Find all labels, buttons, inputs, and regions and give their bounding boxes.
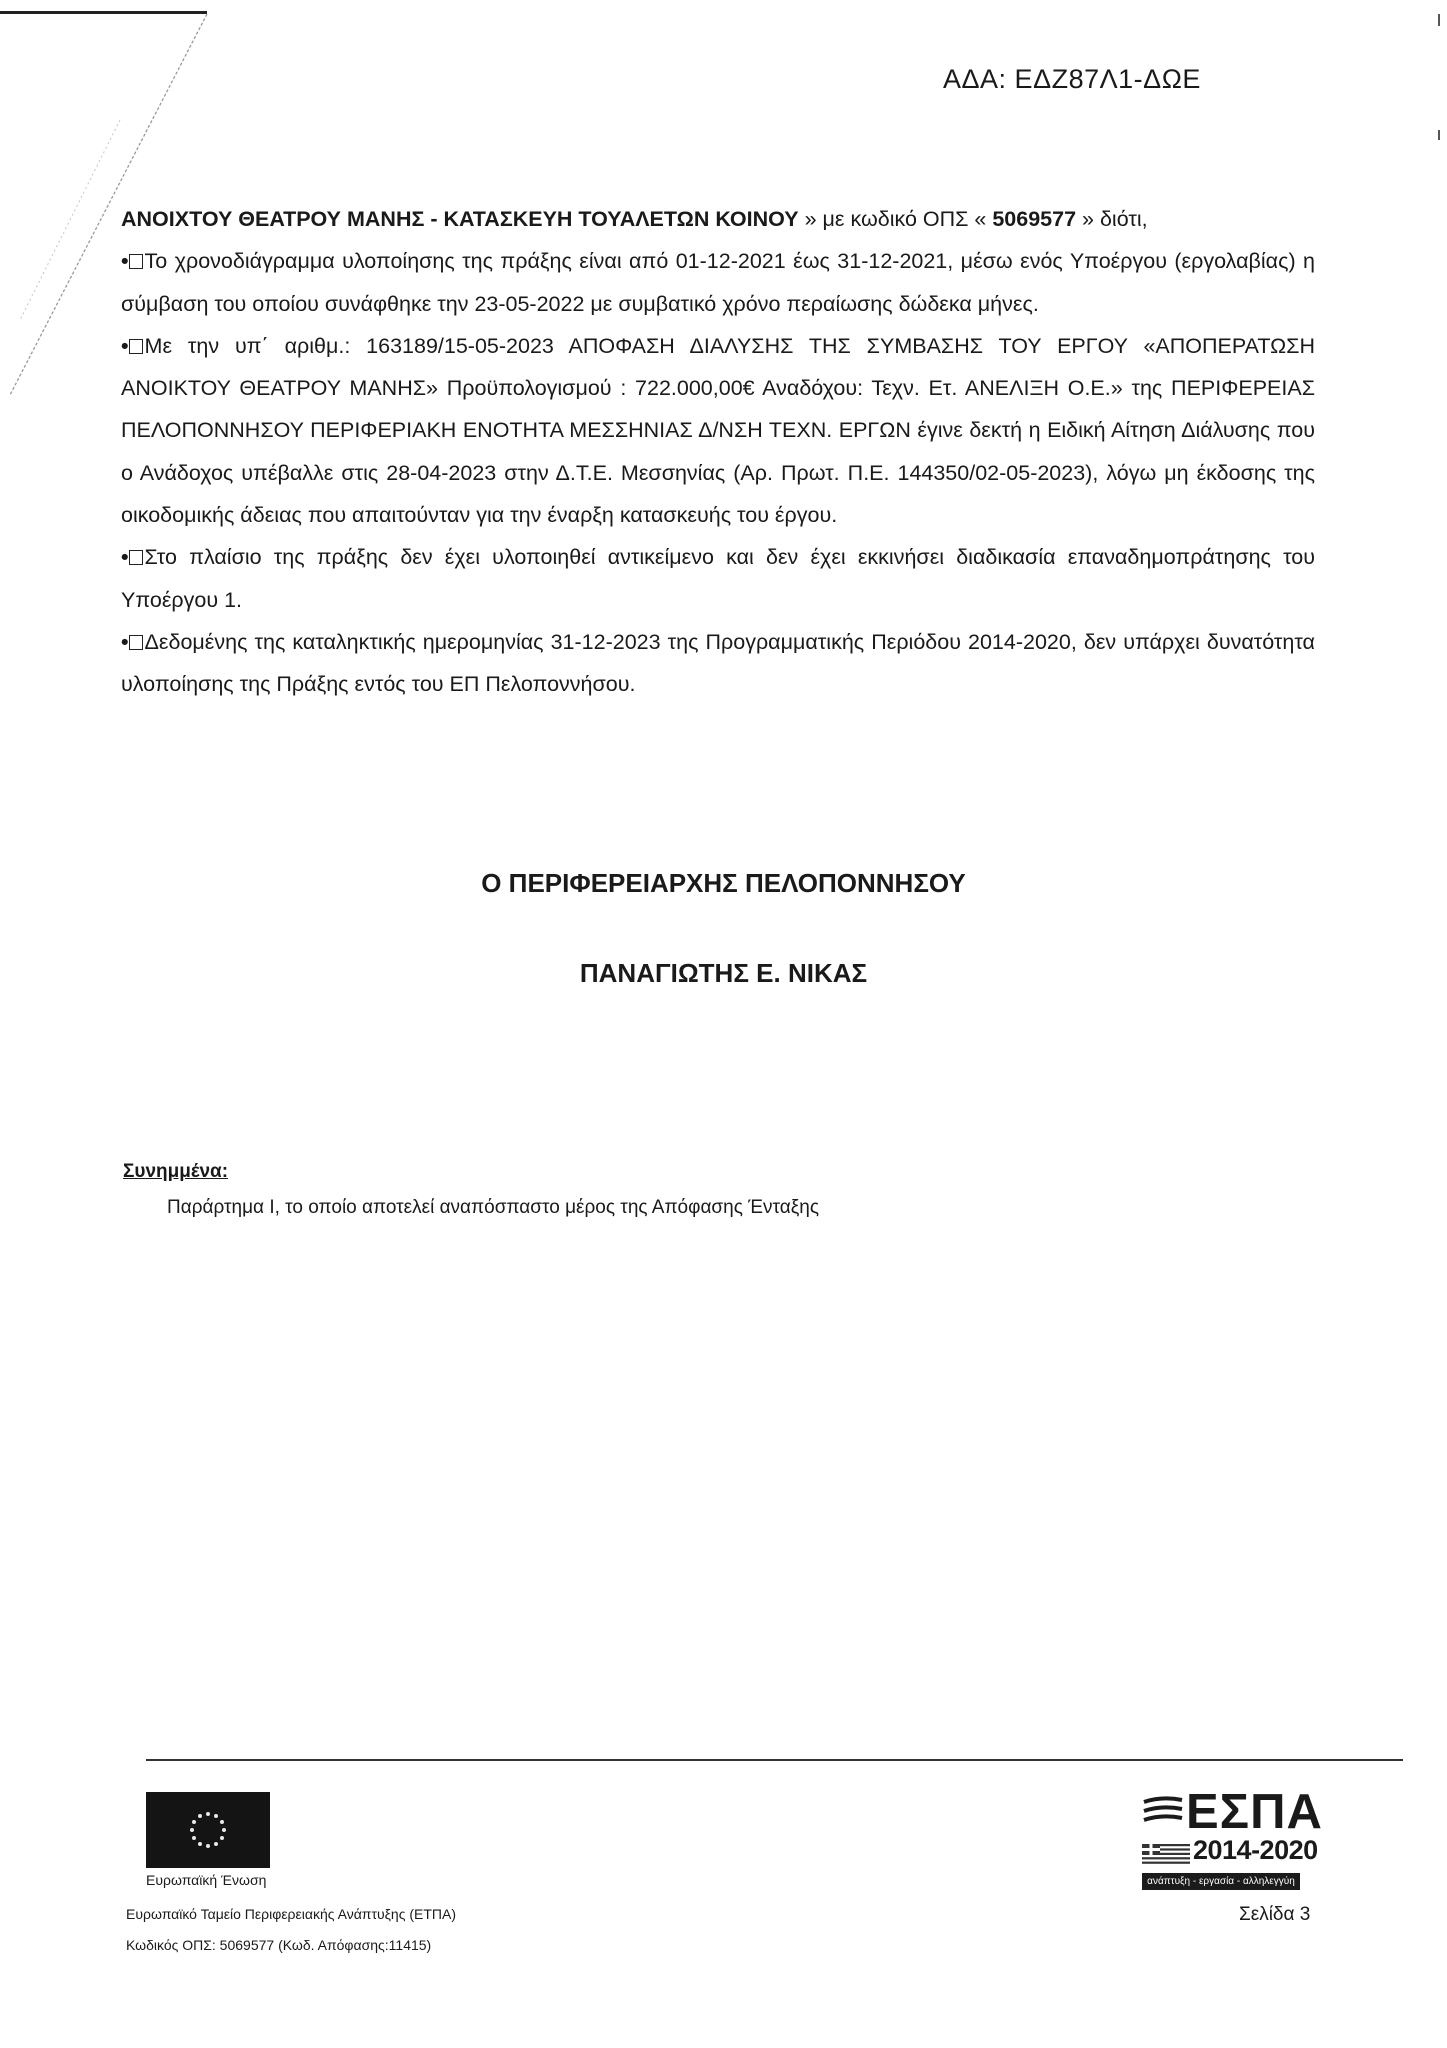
bullet-icon: • <box>121 249 129 274</box>
espa-logo-word: ΕΣΠΑ <box>1186 1785 1323 1839</box>
checkbox-glyph-icon <box>129 550 143 565</box>
bullet-item <box>121 621 1315 706</box>
bullet-icon: • <box>121 629 129 654</box>
attachment-item: Παράρτημα Ι, το οποίο αποτελεί αναπόσπαστο μέρος της Απόφασης Ένταξης <box>167 1197 820 1218</box>
footer-divider <box>146 1759 1403 1761</box>
bullet-item <box>121 536 1315 621</box>
greek-flag-icon <box>1142 1844 1190 1864</box>
scan-mark <box>1438 14 1440 26</box>
eu-flag-icon <box>146 1792 270 1868</box>
espa-swoosh-icon <box>1142 1796 1184 1828</box>
espa-logo-years: 2014-2020 <box>1193 1835 1318 1865</box>
project-title: ΑΝΟΙΧΤΟΥ ΘΕΑΤΡΟΥ ΜΑΝΗΣ - ΚΑΤΑΣΚΕΥΗ ΤΟΥΑΛΕΤΩΝ ΚΟΙΝΟΥ <box>121 207 799 231</box>
checkbox-glyph-icon <box>129 254 143 269</box>
checkbox-glyph-icon <box>129 635 143 650</box>
ops-suffix: » διότι, <box>1076 207 1148 231</box>
eu-caption: Ευρωπαϊκή Ένωση <box>146 1872 267 1888</box>
bullet-text: Το χρονοδιάγραμμα υλοποίησης της πράξης είναι από 01-12-2021 έως 31-12-2021, μέσω ενός Υποέργου (εργολαβίας) η σύμβαση του οποίου συνάφθηκε την 23-05-2022 με συμβατικό χρόνο περαίωσης δώδεκα μήνες. <box>121 249 1315 316</box>
ops-label: » με κωδικό ΟΠΣ « <box>798 207 993 231</box>
bullet-text: Με την υπ΄ αριθμ.: 163189/15-05-2023 ΑΠΟΦΑΣΗ ΔΙΑΛΥΣΗΣ ΤΗΣ ΣΥΜΒΑΣΗΣ ΤΟΥ ΕΡΓΟΥ «ΑΠΟΠΕΡΑΤΩΣΗ ΑΝΟΙΚΤΟΥ ΘΕΑΤΡΟΥ ΜΑΝΗΣ» Προϋπολογισμού : 722.000,00€ Αναδόχου: Τεχν. Ετ. ΑΝΕΛΙΞΗ Ο.Ε.» της ΠΕΡΙΦΕΡΕΙΑΣ ΠΕΛΟΠΟΝΝΗΣΟΥ ΠΕΡΙΦΕΡΙΑΚΗ ΕΝΟΤΗΤΑ ΜΕΣΣΗΝΙΑΣ Δ/ΝΣΗ ΤΕΧΝ. ΕΡΓΩΝ έγινε δεκτή η Ειδική Αίτηση Διάλυσης που ο Ανάδοχος υπέβαλλε στις 28-04-2023 στην Δ.Τ.Ε. Μεσσηνίας (Αρ. Πρωτ. Π.Ε. 144350/02-05-2023), λόγω μη έκδοσης της οικοδομικής άδειας που απαιτούνταν για την έναρξη κατασκευής του έργου. <box>121 333 1315 528</box>
ada-code: ΑΔΑ: ΕΔΖ87Λ1-ΔΩΕ <box>943 64 1201 94</box>
fund-line: Ευρωπαϊκό Ταμείο Περιφερειακής Ανάπτυξης (ΕΤΠΑ) <box>126 1906 456 1922</box>
checkbox-glyph-icon <box>129 339 143 354</box>
bullet-item <box>121 240 1315 325</box>
intro-paragraph <box>121 198 1315 240</box>
espa-logo-tagline: ανάπτυξη - εργασία - αλληλεγγύη <box>1142 1873 1300 1890</box>
signer-name: ΠΑΝΑΓΙΩΤΗΣ Ε. ΝΙΚΑΣ <box>579 958 868 988</box>
document-body <box>121 198 1315 706</box>
code-line: Κωδικός ΟΠΣ: 5069577 (Κωδ. Απόφασης:11415) <box>126 1937 432 1953</box>
bullet-icon: • <box>121 333 129 358</box>
ops-code: 5069577 <box>992 207 1077 231</box>
bullet-item <box>121 325 1315 536</box>
signer-title: Ο ΠΕΡΙΦΕΡΕΙΑΡΧΗΣ ΠΕΛΟΠΟΝΝΗΣΟΥ <box>481 868 966 898</box>
bullet-text: Δεδομένης της καταληκτικής ημερομηνίας 31-12-2023 της Προγραμματικής Περιόδου 2014-2020, δεν υπάρχει δυνατότητα υλοποίησης της Πράξης εντός του ΕΠ Πελοποννήσου. <box>121 629 1315 697</box>
attachments-heading: Συνημμένα: <box>123 1161 229 1182</box>
bullet-text: Στο πλαίσιο της πράξης δεν έχει υλοποιηθεί αντικείμενο και δεν έχει εκκινήσει διαδικασία επαναδημοπράτησης του Υποέργου 1. <box>121 545 1315 612</box>
bullet-icon: • <box>121 545 129 570</box>
page-number: Σελίδα 3 <box>1239 1904 1311 1925</box>
scan-mark <box>1438 130 1440 140</box>
